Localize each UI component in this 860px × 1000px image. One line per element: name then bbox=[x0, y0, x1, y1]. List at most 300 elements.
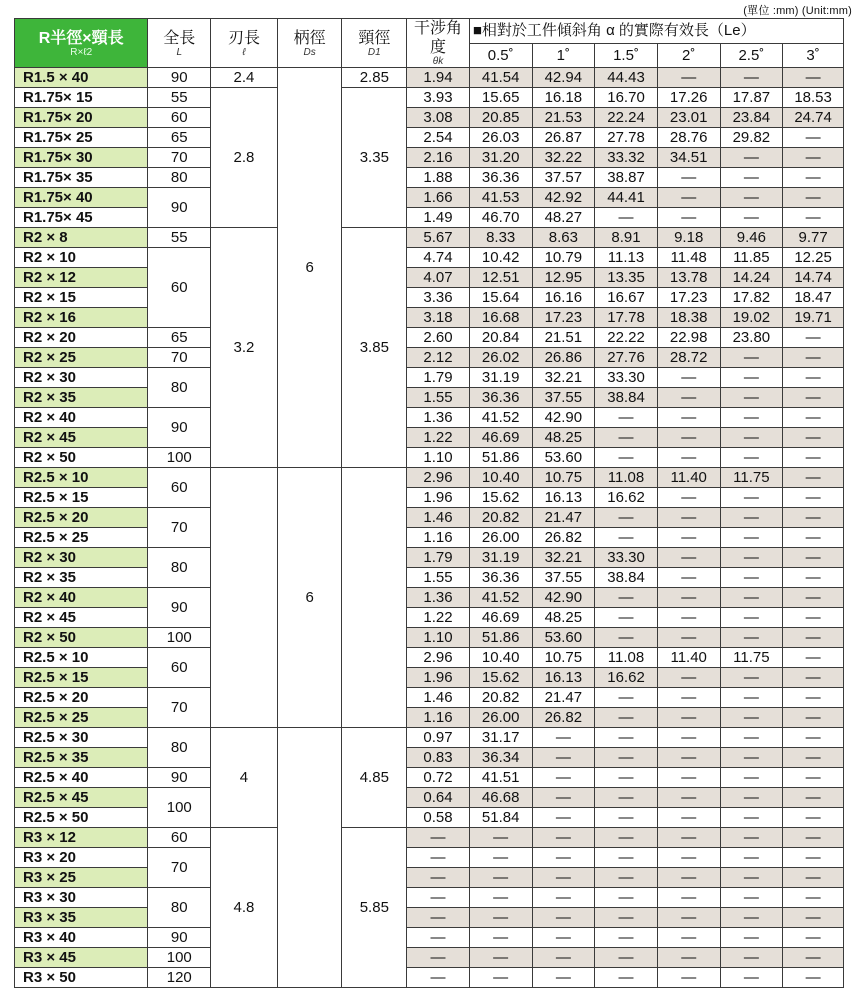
neck-diameter-cell bbox=[342, 468, 407, 728]
interference-angle-cell: 2.60 bbox=[407, 328, 470, 348]
effective-length-cell: 36.34 bbox=[469, 748, 532, 768]
effective-length-cell: 51.86 bbox=[469, 448, 532, 468]
effective-length-cell: — bbox=[657, 828, 720, 848]
effective-length-cell: — bbox=[783, 388, 844, 408]
tool-code-cell: R2 × 35 bbox=[15, 568, 148, 588]
table-row bbox=[15, 928, 844, 948]
effective-length-cell: — bbox=[469, 908, 532, 928]
header-neck-diameter-sub: D1 bbox=[367, 46, 381, 58]
effective-length-cell: 10.79 bbox=[532, 248, 595, 268]
effective-length-cell: — bbox=[783, 868, 844, 888]
effective-length-cell: 46.69 bbox=[469, 428, 532, 448]
interference-angle-cell: 2.16 bbox=[407, 148, 470, 168]
effective-length-cell: — bbox=[783, 848, 844, 868]
effective-length-cell: 37.55 bbox=[532, 388, 595, 408]
interference-angle-cell: 1.46 bbox=[407, 688, 470, 708]
effective-length-cell: — bbox=[783, 428, 844, 448]
effective-length-cell: — bbox=[657, 768, 720, 788]
effective-length-cell: 11.40 bbox=[657, 468, 720, 488]
header-r-neck-sub: R×ℓ2 bbox=[70, 46, 93, 58]
effective-length-cell: 46.69 bbox=[469, 608, 532, 628]
effective-length-cell: — bbox=[720, 448, 783, 468]
blade-length-cell: 3.2 bbox=[211, 228, 278, 468]
interference-angle-cell: 1.46 bbox=[407, 508, 470, 528]
effective-length-cell: 46.70 bbox=[469, 208, 532, 228]
effective-length-cell: 21.53 bbox=[532, 108, 595, 128]
effective-length-cell: — bbox=[657, 428, 720, 448]
interference-angle-cell: 2.54 bbox=[407, 128, 470, 148]
effective-length-cell: — bbox=[720, 968, 783, 988]
effective-length-cell: 16.62 bbox=[595, 668, 658, 688]
tool-code-cell: R2 × 12 bbox=[15, 268, 148, 288]
effective-length-cell: — bbox=[657, 808, 720, 828]
effective-length-cell: — bbox=[720, 68, 783, 88]
tool-code-cell: R2 × 30 bbox=[15, 548, 148, 568]
interference-angle-cell: 1.88 bbox=[407, 168, 470, 188]
effective-length-cell: 9.46 bbox=[720, 228, 783, 248]
tool-code-cell: R2.5 × 15 bbox=[15, 488, 148, 508]
effective-length-cell: 41.52 bbox=[469, 408, 532, 428]
effective-length-cell: 33.30 bbox=[595, 548, 658, 568]
overall-length-cell: 70 bbox=[148, 148, 211, 168]
tool-code-cell: R3 × 12 bbox=[15, 828, 148, 848]
table-row bbox=[15, 388, 844, 408]
tool-code-cell: R2 × 45 bbox=[15, 428, 148, 448]
blade-length-cell bbox=[211, 468, 278, 728]
tool-code-cell: R2.5 × 10 bbox=[15, 468, 148, 488]
effective-length-cell: — bbox=[783, 628, 844, 648]
effective-length-cell: 36.36 bbox=[469, 168, 532, 188]
table-row bbox=[15, 108, 844, 128]
effective-length-cell: 13.35 bbox=[595, 268, 658, 288]
effective-length-cell: 22.98 bbox=[657, 328, 720, 348]
effective-length-cell: 17.23 bbox=[532, 308, 595, 328]
interference-angle-cell: — bbox=[407, 848, 470, 868]
table-row bbox=[15, 468, 844, 488]
effective-length-cell: 9.18 bbox=[657, 228, 720, 248]
overall-length-cell: 80 bbox=[148, 368, 211, 408]
blade-length-cell: 4 bbox=[211, 728, 278, 828]
table-row bbox=[15, 848, 844, 868]
effective-length-cell: — bbox=[657, 868, 720, 888]
table-row bbox=[15, 688, 844, 708]
blade-length-cell: 2.4 bbox=[211, 68, 278, 88]
effective-length-cell: — bbox=[595, 908, 658, 928]
effective-length-cell: 26.02 bbox=[469, 348, 532, 368]
effective-length-cell: — bbox=[532, 868, 595, 888]
interference-angle-cell: 0.64 bbox=[407, 788, 470, 808]
header-angle-0: 0.5˚ bbox=[469, 43, 532, 68]
effective-length-cell: — bbox=[657, 408, 720, 428]
effective-length-cell: 38.87 bbox=[595, 168, 658, 188]
effective-length-cell: 24.74 bbox=[783, 108, 844, 128]
tool-code-cell: R2.5 × 35 bbox=[15, 748, 148, 768]
table-row bbox=[15, 728, 844, 748]
effective-length-cell: 21.47 bbox=[532, 508, 595, 528]
table-row bbox=[15, 208, 844, 228]
effective-length-cell: — bbox=[720, 368, 783, 388]
interference-angle-cell: 1.79 bbox=[407, 548, 470, 568]
effective-length-cell: 32.22 bbox=[532, 148, 595, 168]
table-row bbox=[15, 668, 844, 688]
effective-length-cell: 48.25 bbox=[532, 608, 595, 628]
effective-length-cell: 36.36 bbox=[469, 388, 532, 408]
interference-angle-cell: 2.96 bbox=[407, 648, 470, 668]
effective-length-cell: — bbox=[720, 348, 783, 368]
effective-length-cell: — bbox=[720, 748, 783, 768]
effective-length-cell: 42.92 bbox=[532, 188, 595, 208]
effective-length-cell: 41.52 bbox=[469, 588, 532, 608]
effective-length-cell: — bbox=[469, 828, 532, 848]
effective-length-cell: 20.84 bbox=[469, 328, 532, 348]
overall-length-cell: 80 bbox=[148, 168, 211, 188]
interference-angle-cell: 5.67 bbox=[407, 228, 470, 248]
effective-length-cell: 48.25 bbox=[532, 428, 595, 448]
effective-length-cell: — bbox=[595, 828, 658, 848]
effective-length-cell: — bbox=[720, 508, 783, 528]
effective-length-cell: 33.32 bbox=[595, 148, 658, 168]
tool-code-cell: R2.5 × 20 bbox=[15, 688, 148, 708]
effective-length-cell: — bbox=[595, 408, 658, 428]
effective-length-cell: — bbox=[720, 928, 783, 948]
effective-length-cell: 20.85 bbox=[469, 108, 532, 128]
tool-code-cell: R1.5 × 40 bbox=[15, 68, 148, 88]
effective-length-cell: — bbox=[657, 608, 720, 628]
effective-length-cell: 16.16 bbox=[532, 288, 595, 308]
effective-length-cell: — bbox=[657, 788, 720, 808]
interference-angle-cell: 1.79 bbox=[407, 368, 470, 388]
effective-length-cell: 14.74 bbox=[783, 268, 844, 288]
effective-length-cell: — bbox=[469, 888, 532, 908]
overall-length-cell: 65 bbox=[148, 328, 211, 348]
effective-length-cell: 18.53 bbox=[783, 88, 844, 108]
tool-code-cell: R3 × 45 bbox=[15, 948, 148, 968]
effective-length-cell: 44.41 bbox=[595, 188, 658, 208]
effective-length-cell: — bbox=[783, 168, 844, 188]
table-row bbox=[15, 828, 844, 848]
tool-code-cell: R2 × 40 bbox=[15, 408, 148, 428]
effective-length-cell: 10.75 bbox=[532, 648, 595, 668]
table-row bbox=[15, 308, 844, 328]
tool-code-cell: R1.75× 45 bbox=[15, 208, 148, 228]
tool-code-cell: R3 × 20 bbox=[15, 848, 148, 868]
tool-code-cell: R2 × 16 bbox=[15, 308, 148, 328]
effective-length-cell: 13.78 bbox=[657, 268, 720, 288]
effective-length-cell: — bbox=[595, 588, 658, 608]
effective-length-cell: 16.13 bbox=[532, 488, 595, 508]
effective-length-cell: — bbox=[532, 908, 595, 928]
table-row bbox=[15, 868, 844, 888]
table-row bbox=[15, 348, 844, 368]
table-row bbox=[15, 408, 844, 428]
overall-length-cell: 60 bbox=[148, 108, 211, 128]
interference-angle-cell: 1.55 bbox=[407, 568, 470, 588]
tool-code-cell: R2 × 8 bbox=[15, 228, 148, 248]
effective-length-cell: 20.82 bbox=[469, 688, 532, 708]
effective-length-cell: 11.85 bbox=[720, 248, 783, 268]
effective-length-cell: — bbox=[720, 788, 783, 808]
table-row bbox=[15, 748, 844, 768]
overall-length-cell: 100 bbox=[148, 788, 211, 828]
interference-angle-cell: 1.36 bbox=[407, 408, 470, 428]
interference-angle-cell: — bbox=[407, 948, 470, 968]
tool-code-cell: R2 × 40 bbox=[15, 588, 148, 608]
effective-length-cell: 19.71 bbox=[783, 308, 844, 328]
effective-length-cell: — bbox=[720, 728, 783, 748]
shank-diameter-cell: 6 bbox=[277, 468, 342, 728]
tool-code-cell: R2 × 50 bbox=[15, 448, 148, 468]
effective-length-cell: — bbox=[783, 128, 844, 148]
tool-code-cell: R1.75× 25 bbox=[15, 128, 148, 148]
header-angle-4: 2.5˚ bbox=[720, 43, 783, 68]
interference-angle-cell: 0.58 bbox=[407, 808, 470, 828]
header-shank-diameter bbox=[277, 19, 342, 68]
effective-length-cell: — bbox=[783, 688, 844, 708]
header-neck-diameter-title: 頸徑 bbox=[358, 29, 391, 47]
effective-length-cell: — bbox=[657, 208, 720, 228]
effective-length-cell: — bbox=[720, 888, 783, 908]
interference-angle-cell: 1.96 bbox=[407, 668, 470, 688]
effective-length-cell: — bbox=[595, 688, 658, 708]
effective-length-cell: 17.23 bbox=[657, 288, 720, 308]
effective-length-cell: 11.08 bbox=[595, 648, 658, 668]
table-row bbox=[15, 448, 844, 468]
effective-length-cell: 16.13 bbox=[532, 668, 595, 688]
header-blade-length-title: 刃長 bbox=[227, 29, 260, 47]
effective-length-cell: — bbox=[469, 868, 532, 888]
effective-length-cell: 53.60 bbox=[532, 448, 595, 468]
effective-length-cell: 12.95 bbox=[532, 268, 595, 288]
table-row bbox=[15, 708, 844, 728]
spec-table-container bbox=[14, 18, 844, 988]
overall-length-cell: 60 bbox=[148, 248, 211, 328]
effective-length-cell: — bbox=[595, 748, 658, 768]
effective-length-cell: 19.02 bbox=[720, 308, 783, 328]
effective-length-cell: — bbox=[783, 588, 844, 608]
effective-length-cell: — bbox=[657, 968, 720, 988]
table-row bbox=[15, 548, 844, 568]
header-angle-5: 3˚ bbox=[783, 43, 844, 68]
effective-length-cell: — bbox=[595, 868, 658, 888]
interference-angle-cell: — bbox=[407, 908, 470, 928]
table-row bbox=[15, 228, 844, 248]
effective-length-cell: — bbox=[469, 928, 532, 948]
effective-length-cell: — bbox=[783, 468, 844, 488]
blade-length-cell: 4.8 bbox=[211, 828, 278, 988]
effective-length-cell: 23.01 bbox=[657, 108, 720, 128]
table-row bbox=[15, 68, 844, 88]
header-effective-length-group: ■相對於工件傾斜角 α 的實際有效長（Le） bbox=[469, 19, 843, 44]
effective-length-cell: — bbox=[657, 388, 720, 408]
effective-length-cell: 14.24 bbox=[720, 268, 783, 288]
interference-angle-cell: 3.36 bbox=[407, 288, 470, 308]
overall-length-cell: 100 bbox=[148, 448, 211, 468]
table-row bbox=[15, 188, 844, 208]
table-body bbox=[15, 68, 844, 988]
overall-length-cell: 70 bbox=[148, 848, 211, 888]
effective-length-cell: 12.51 bbox=[469, 268, 532, 288]
blade-length-cell: 2.8 bbox=[211, 88, 278, 228]
effective-length-cell: — bbox=[720, 408, 783, 428]
effective-length-cell: — bbox=[657, 848, 720, 868]
effective-length-cell: — bbox=[720, 628, 783, 648]
table-row bbox=[15, 568, 844, 588]
effective-length-cell: — bbox=[783, 608, 844, 628]
effective-length-cell: 44.43 bbox=[595, 68, 658, 88]
effective-length-cell: — bbox=[783, 548, 844, 568]
effective-length-cell: 26.86 bbox=[532, 348, 595, 368]
overall-length-cell: 90 bbox=[148, 928, 211, 948]
effective-length-cell: 10.75 bbox=[532, 468, 595, 488]
overall-length-cell: 100 bbox=[148, 628, 211, 648]
table-row bbox=[15, 128, 844, 148]
overall-length-cell: 90 bbox=[148, 68, 211, 88]
interference-angle-cell: 3.18 bbox=[407, 308, 470, 328]
header-blade-length bbox=[211, 19, 278, 68]
effective-length-cell: 16.70 bbox=[595, 88, 658, 108]
table-row bbox=[15, 508, 844, 528]
neck-diameter-cell: 2.85 bbox=[342, 68, 407, 88]
effective-length-cell: 16.18 bbox=[532, 88, 595, 108]
effective-length-cell: 10.40 bbox=[469, 648, 532, 668]
effective-length-cell: 37.57 bbox=[532, 168, 595, 188]
effective-length-cell: 32.21 bbox=[532, 368, 595, 388]
effective-length-cell: 31.19 bbox=[469, 368, 532, 388]
effective-length-cell: — bbox=[532, 968, 595, 988]
effective-length-cell: — bbox=[595, 628, 658, 648]
effective-length-cell: 17.82 bbox=[720, 288, 783, 308]
effective-length-cell: — bbox=[657, 748, 720, 768]
header-angle-3: 2˚ bbox=[657, 43, 720, 68]
effective-length-cell: 10.40 bbox=[469, 468, 532, 488]
table-row bbox=[15, 588, 844, 608]
tool-code-cell: R2 × 20 bbox=[15, 328, 148, 348]
effective-length-cell: 31.20 bbox=[469, 148, 532, 168]
table-row bbox=[15, 528, 844, 548]
interference-angle-cell: 1.49 bbox=[407, 208, 470, 228]
effective-length-cell: — bbox=[720, 608, 783, 628]
overall-length-cell: 120 bbox=[148, 968, 211, 988]
effective-length-cell: 26.87 bbox=[532, 128, 595, 148]
header-overall-length bbox=[148, 19, 211, 68]
effective-length-cell: — bbox=[720, 428, 783, 448]
effective-length-cell: 15.65 bbox=[469, 88, 532, 108]
effective-length-cell: 10.42 bbox=[469, 248, 532, 268]
effective-length-cell: 31.17 bbox=[469, 728, 532, 748]
effective-length-cell: — bbox=[720, 188, 783, 208]
effective-length-cell: 38.84 bbox=[595, 568, 658, 588]
overall-length-cell: 90 bbox=[148, 188, 211, 228]
effective-length-cell: — bbox=[595, 808, 658, 828]
overall-length-cell: 60 bbox=[148, 828, 211, 848]
effective-length-cell: — bbox=[657, 928, 720, 948]
effective-length-cell: — bbox=[532, 848, 595, 868]
effective-length-cell: — bbox=[595, 768, 658, 788]
header-r-neck-title: R半徑×頸長 bbox=[38, 29, 124, 47]
shank-diameter-cell: 6 bbox=[277, 68, 342, 468]
effective-length-cell: — bbox=[532, 888, 595, 908]
effective-length-cell: — bbox=[595, 848, 658, 868]
effective-length-cell: — bbox=[595, 928, 658, 948]
effective-length-cell: — bbox=[783, 488, 844, 508]
table-row bbox=[15, 488, 844, 508]
effective-length-cell: — bbox=[657, 448, 720, 468]
header-angle-1: 1˚ bbox=[532, 43, 595, 68]
table-row bbox=[15, 288, 844, 308]
effective-length-cell: 11.08 bbox=[595, 468, 658, 488]
header-angle-2: 1.5˚ bbox=[595, 43, 658, 68]
effective-length-cell: 38.84 bbox=[595, 388, 658, 408]
interference-angle-cell: 1.66 bbox=[407, 188, 470, 208]
table-row bbox=[15, 628, 844, 648]
table-row bbox=[15, 428, 844, 448]
effective-length-cell: — bbox=[783, 808, 844, 828]
effective-length-cell: 11.13 bbox=[595, 248, 658, 268]
effective-length-cell: — bbox=[657, 908, 720, 928]
effective-length-cell: — bbox=[720, 708, 783, 728]
effective-length-cell: — bbox=[532, 748, 595, 768]
effective-length-cell: — bbox=[783, 148, 844, 168]
effective-length-cell: — bbox=[532, 768, 595, 788]
interference-angle-cell: 1.22 bbox=[407, 428, 470, 448]
neck-diameter-cell: 3.85 bbox=[342, 228, 407, 468]
effective-length-cell: — bbox=[657, 688, 720, 708]
overall-length-cell: 60 bbox=[148, 648, 211, 688]
effective-length-cell: — bbox=[783, 748, 844, 768]
interference-angle-cell: 2.12 bbox=[407, 348, 470, 368]
effective-length-cell: 32.21 bbox=[532, 548, 595, 568]
effective-length-cell: — bbox=[595, 448, 658, 468]
header-shank-diameter-title: 柄徑 bbox=[293, 29, 326, 47]
table-header bbox=[15, 19, 844, 68]
effective-length-cell: — bbox=[657, 948, 720, 968]
tool-code-cell: R3 × 40 bbox=[15, 928, 148, 948]
tool-code-cell: R2 × 35 bbox=[15, 388, 148, 408]
effective-length-cell: — bbox=[532, 728, 595, 748]
table-row bbox=[15, 88, 844, 108]
tool-code-cell: R2 × 50 bbox=[15, 628, 148, 648]
effective-length-cell: — bbox=[720, 488, 783, 508]
tool-code-cell: R2.5 × 30 bbox=[15, 728, 148, 748]
effective-length-cell: 31.19 bbox=[469, 548, 532, 568]
interference-angle-cell: 1.10 bbox=[407, 628, 470, 648]
header-interference-angle bbox=[407, 19, 470, 68]
tool-code-cell: R2 × 10 bbox=[15, 248, 148, 268]
neck-diameter-cell: 5.85 bbox=[342, 828, 407, 988]
table-row bbox=[15, 368, 844, 388]
header-blade-length-sub: ℓ bbox=[242, 46, 246, 58]
interference-angle-cell: — bbox=[407, 928, 470, 948]
unit-note: (單位 :mm) (Unit:mm) bbox=[743, 5, 852, 17]
effective-length-cell: — bbox=[657, 368, 720, 388]
effective-length-cell: — bbox=[657, 168, 720, 188]
effective-length-cell: 21.47 bbox=[532, 688, 595, 708]
effective-length-cell: — bbox=[532, 788, 595, 808]
effective-length-cell: — bbox=[783, 348, 844, 368]
effective-length-cell: — bbox=[783, 928, 844, 948]
effective-length-cell: — bbox=[532, 828, 595, 848]
effective-length-cell: 37.55 bbox=[532, 568, 595, 588]
table-row bbox=[15, 808, 844, 828]
effective-length-cell: — bbox=[783, 948, 844, 968]
effective-length-cell: 26.82 bbox=[532, 708, 595, 728]
effective-length-cell: — bbox=[783, 328, 844, 348]
overall-length-cell: 100 bbox=[148, 948, 211, 968]
interference-angle-cell: 1.55 bbox=[407, 388, 470, 408]
effective-length-cell: 15.62 bbox=[469, 668, 532, 688]
tool-code-cell: R2.5 × 10 bbox=[15, 648, 148, 668]
effective-length-cell: — bbox=[783, 728, 844, 748]
